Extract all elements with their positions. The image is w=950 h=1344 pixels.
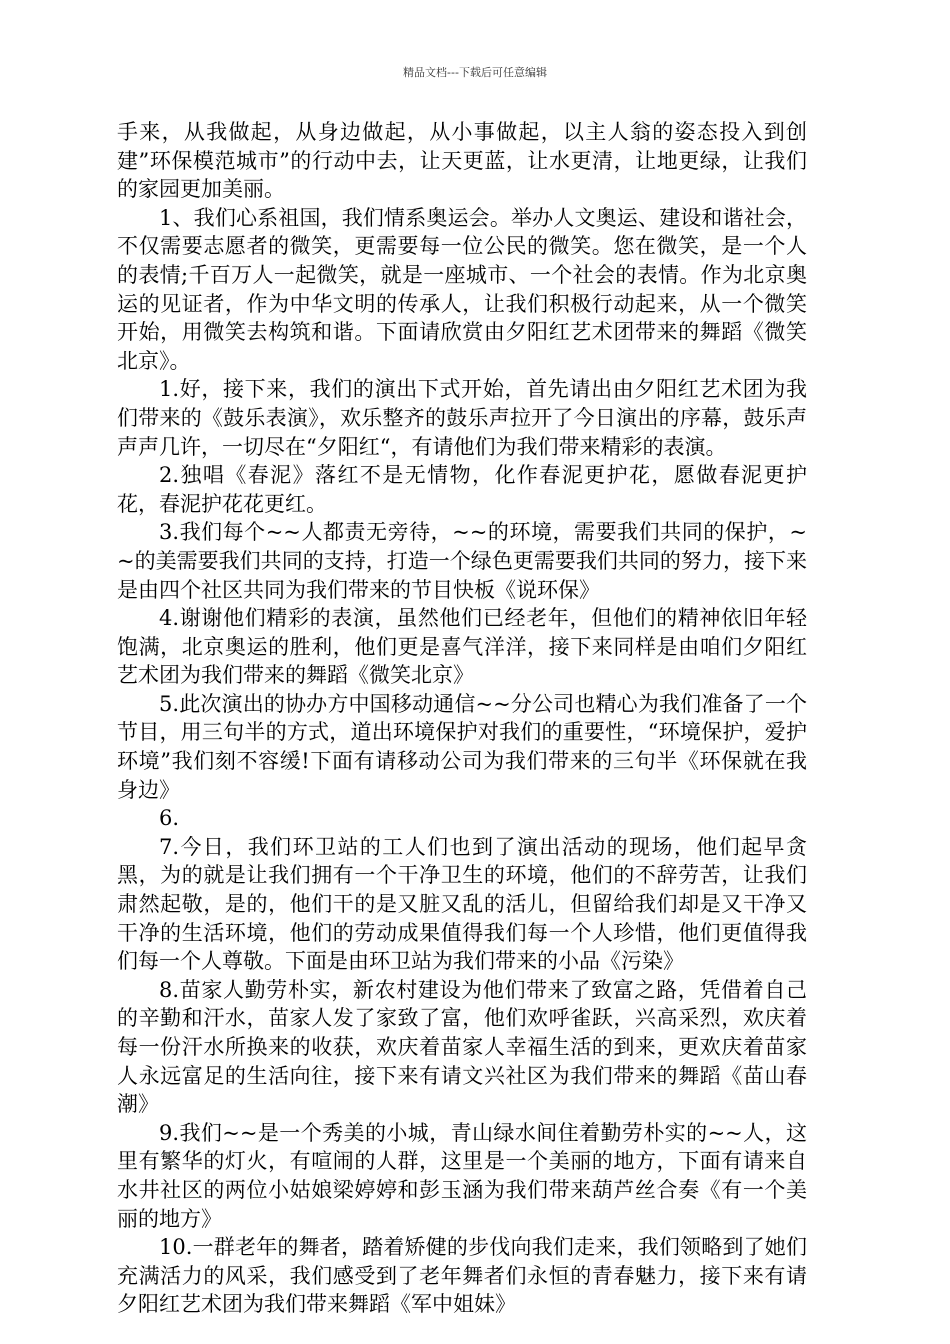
paragraph-item-2: 2.独唱《春泥》落红不是无情物，化作春泥更护花，愿做春泥更护花，春泥护花花更红。	[117, 463, 807, 516]
paragraph-item-8: 8.苗家人勤劳朴实，新农村建设为他们带来了致富之路，凭借着自己的辛勤和汗水，苗家人发了家致了富，他们欢呼雀跃，兴高采烈，欢庆着每一份汗水所换来的收获，欢庆着苗家人幸福生活的到来，更欢庆着苗家人永远富足的生活向往，接下来有请文兴社区为我们带来的舞蹈《苗山春潮》	[117, 977, 807, 1117]
paragraph-item-3: 3.我们每个~~人都责无旁待，~~的环境，需要我们共同的保护，~~的美需要我们共同的支持，打造一个绿色更需要我们共同的努力，接下来是由四个社区共同为我们带来的节目快板《说环保》	[117, 520, 807, 602]
paragraph-item-4: 4.谢谢他们精彩的表演，虽然他们已经老年，但他们的精神依旧年轻饱满，北京奥运的胜利，他们更是喜气洋洋，接下来同样是由咱们夕阳红艺术团为我们带来的舞蹈《微笑北京》	[117, 606, 807, 688]
paragraph-item-10: 10.一群老年的舞者，踏着矫健的步伐向我们走来，我们领略到了她们充满活力的风采，我们感受到了老年舞者们永恒的青春魅力，接下来有请夕阳红艺术团为我们带来舞蹈《军中姐妹》	[117, 1235, 807, 1317]
paragraph-item-6: 6.	[159, 806, 180, 831]
paragraph-item-9: 9.我们~~是一个秀美的小城，青山绿水间住着勤劳朴实的~~人，这里有繁华的灯火，有喧闹的人群，这里是一个美丽的地方，下面有请来自水井社区的两位小姑娘梁婷婷和彭玉涵为我们带来葫芦丝合奏《有一个美丽的地方》	[117, 1120, 807, 1231]
paragraph-continuation: 手来，从我做起，从身边做起，从小事做起，以主人翁的姿态投入到创建”环保模范城市”的行动中去，让天更蓝，让水更清，让地更绿，让我们的家园更加美丽。	[117, 120, 807, 202]
document-body	[117, 118, 807, 1319]
paragraph-item-7: 7.今日，我们环卫站的工人们也到了演出活动的现场，他们起早贪黑，为的就是让我们拥有一个干净卫生的环境，他们的不辞劳苦，让我们肃然起敬，是的，他们干的是又脏又乱的活儿，但留给我们却是又干净又干净的生活环境，他们的劳动成果值得我们每一个人珍惜，他们更值得我们每一个人尊敬。下面是由环卫站为我们带来的小品《污染》	[117, 834, 807, 974]
paragraph-item-1: 1.好，接下来，我们的演出下式开始，首先请出由夕阳红艺术团为我们带来的《鼓乐表演》，欢乐整齐的鼓乐声拉开了今日演出的序幕，鼓乐声声声几许，一切尽在“夕阳红“，有请他们为我们带来精彩的表演。	[117, 377, 807, 459]
paragraph-item-5: 5.此次演出的协办方中国移动通信~~分公司也精心为我们准备了一个节目，用三句半的方式，道出环境保护对我们的重要性，“环境保护，爱护环境”我们刻不容缓!下面有请移动公司为我们带来的三句半《环保就在我身边》	[117, 691, 807, 802]
paragraph-item-1-intro: 1、我们心系祖国，我们情系奥运会。举办人文奥运、建设和谐社会，不仅需要志愿者的微笑，更需要每一位公民的微笑。您在微笑，是一个人的表情;千百万人一起微笑，就是一座城市、一个社会的表情。作为北京奥运的见证者，作为中华文明的传承人，让我们积极行动起来，从一个微笑开始，用微笑去构筑和谐。下面请欣赏由夕阳红艺术团带来的舞蹈《微笑北京》。	[117, 205, 807, 373]
page-header: 精品文档---下载后可任意编辑	[403, 66, 547, 79]
